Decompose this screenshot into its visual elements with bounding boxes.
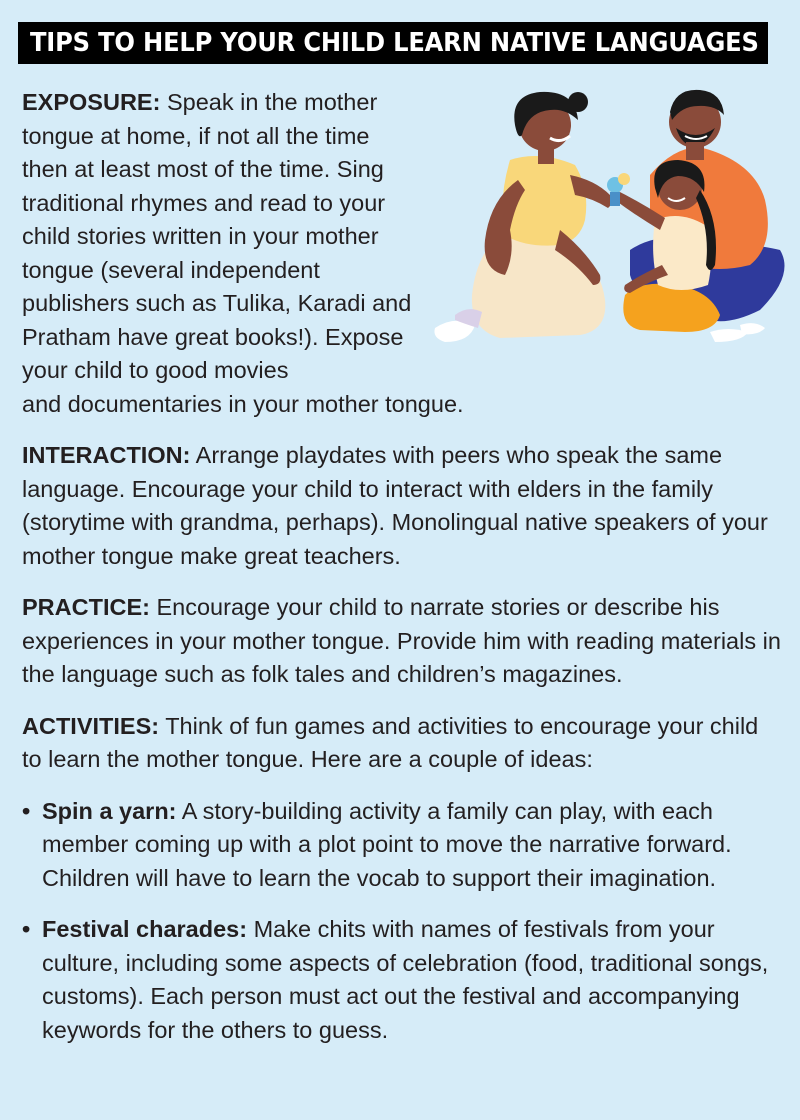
title-bar xyxy=(18,22,768,64)
exposure-heading: EXPOSURE: xyxy=(22,89,161,115)
activities-section xyxy=(22,710,782,777)
bullet-text: Make chits with names of festivals from your culture, including some aspects of celebration (food, traditional songs, customs). Each person must act out the festival and accompanying keywords for the others to guess. xyxy=(42,916,769,1043)
bullet-icon: • xyxy=(22,916,31,942)
practice-heading: PRACTICE: xyxy=(22,594,150,620)
activity-list xyxy=(22,795,782,1048)
exposure-text: Speak in the mother tongue at home, if not all the time then at least most of the time. Sing traditional rhymes and read to your child stories written in your mother tongue (several independent publishers such as Tulika, Karadi and Pratham have great books!). Expose your child to good movies xyxy=(22,89,412,383)
practice-text: Encourage your child to narrate stories or describe his experiences in your mother tongue. Provide him with reading materials in the language such as folk tales and children’s magazines. xyxy=(22,594,781,687)
activities-text: Think of fun games and activities to encourage your child to learn the mother tongue. Here are a couple of ideas: xyxy=(22,712,759,772)
page-title: TIPS TO HELP YOUR CHILD LEARN NATIVE LANGUAGES xyxy=(30,28,759,58)
activities-heading: ACTIVITIES: xyxy=(22,712,160,739)
interaction-heading: INTERACTION: xyxy=(22,442,191,468)
exposure-text-end: and documentaries in your mother tongue. xyxy=(22,390,464,417)
interaction-text: Arrange playdates with peers who speak the same language. Encourage your child to interact with elders in the family (storytime with grandma, perhaps). Monolingual native speakers of your mother tongue make great teachers. xyxy=(22,442,768,569)
practice-section xyxy=(22,591,782,692)
list-item xyxy=(22,913,782,1047)
bullet-icon: • xyxy=(22,797,31,824)
exposure-section xyxy=(22,86,464,421)
bullet-label: Festival charades: xyxy=(42,916,248,942)
tips-content xyxy=(22,86,782,1065)
bullet-text: A story-building activity a family can play, with each member coming up with a plot point to move the narrative forward. Children will have to learn the vocab to support their imagination. xyxy=(42,797,732,891)
list-item xyxy=(22,795,782,896)
interaction-section xyxy=(22,439,782,573)
bullet-label: Spin a yarn: xyxy=(42,797,177,824)
